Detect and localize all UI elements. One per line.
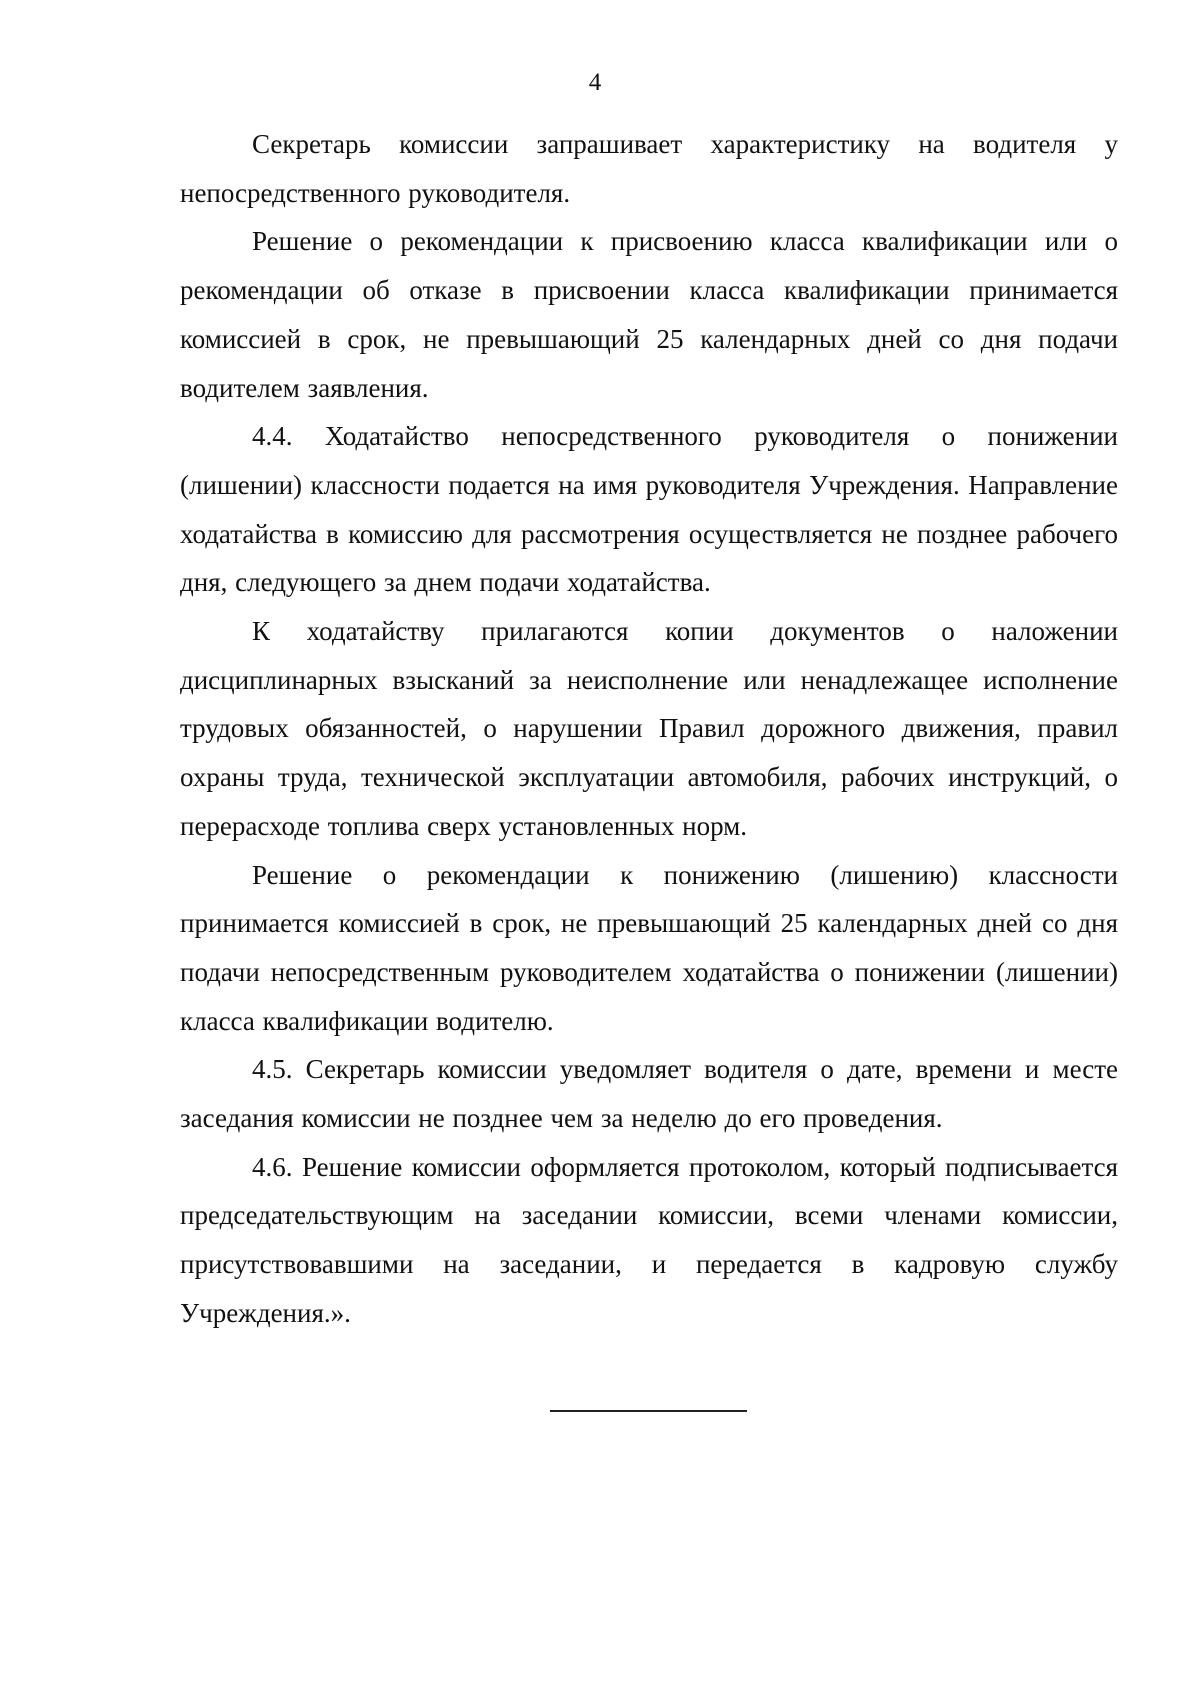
paragraph-4-5-notification: 4.5. Секретарь комиссии уведомляет водителя о дате, времени и месте заседания комиссии не позднее чем за неделю до его проведения.	[180, 1054, 1118, 1134]
paragraph-secretary-request: Секретарь комиссии запрашивает характеристику на водителя у непосредственного руководителя.	[180, 129, 1118, 208]
end-of-document-rule	[550, 1410, 747, 1412]
paragraph-class-decision: Решение о рекомендации к присвоению класса квалификации или о рекомендации об отказе в присвоении класса квалификации принимается комиссией в срок, не превышающий 25 календарных дней со дня подачи водителем заявления.	[180, 226, 1118, 403]
paragraph-4-4-petition: 4.4. Ходатайство непосредственного руководителя о понижении (лишении) классности подается на имя руководителя Учреждения. Направление ходатайства в комиссию для рассмотрения осуществляется не позднее рабочего дня, следующего за днем подачи ходатайства.	[180, 421, 1118, 598]
paragraph-downgrade-decision: Решение о рекомендации к понижению (лишению) классности принимается комиссией в срок, не превышающий 25 календарных дней со дня подачи непосредственным руководителем ходатайства о понижении (лишении) класса квалификации водителю.	[180, 859, 1118, 1036]
paragraph-petition-attachments: К ходатайству прилагаются копии документов о наложении дисциплинарных взысканий за неисполнение или ненадлежащее исполнение трудовых обязанностей, о нарушении Правил дорожного движения, правил охраны труда, технической эксплуатации автомобиля, рабочих инструкций, о перерасходе топлива сверх установленных норм.	[180, 616, 1118, 841]
document-body	[180, 120, 1118, 1338]
page-number: 4	[588, 69, 602, 96]
paragraph-4-6-protocol: 4.6. Решение комиссии оформляется протоколом, который подписывается председательствующим на заседании комиссии, всеми членами комиссии, присутствовавшими на заседании, и передается в кадровую службу Учреждения.».	[180, 1151, 1118, 1328]
